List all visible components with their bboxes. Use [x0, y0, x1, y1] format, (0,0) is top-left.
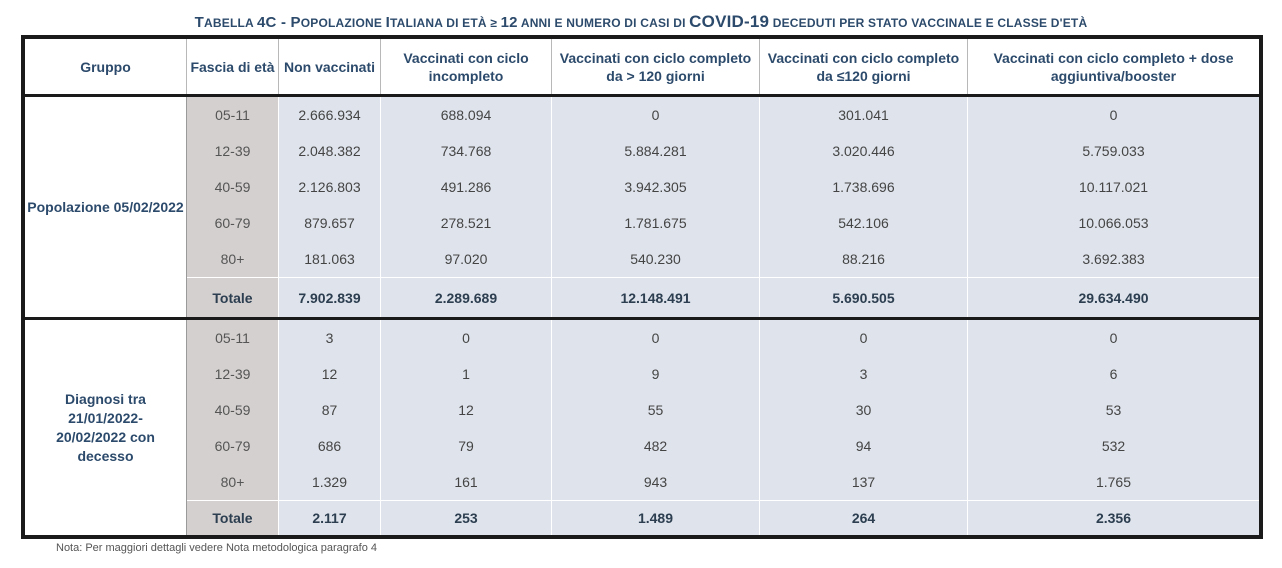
value-cell: 94 — [760, 428, 968, 464]
value-cell: 30 — [760, 392, 968, 428]
value-cell: 542.106 — [760, 205, 968, 241]
total-cell: 7.902.839 — [279, 277, 381, 317]
value-cell: 79 — [381, 428, 552, 464]
data-table — [21, 35, 1263, 539]
value-cell: 278.521 — [381, 205, 552, 241]
value-cell: 2.048.382 — [279, 133, 381, 169]
total-label: Totale — [187, 500, 279, 535]
value-cell: 6 — [968, 356, 1259, 392]
header-completo-le120: Vaccinati con ciclo completo da ≤120 giorni — [760, 39, 968, 94]
value-cell: 2.126.803 — [279, 169, 381, 205]
value-cell: 0 — [968, 320, 1259, 356]
value-cell: 97.020 — [381, 241, 552, 277]
header-non-vaccinati: Non vaccinati — [279, 39, 381, 94]
age-cell: 80+ — [187, 464, 279, 500]
total-cell: 2.289.689 — [381, 277, 552, 317]
group-label: Popolazione 05/02/2022 — [25, 97, 187, 317]
value-cell: 5.759.033 — [968, 133, 1259, 169]
value-cell: 0 — [552, 97, 760, 133]
age-cell: 60-79 — [187, 205, 279, 241]
header-fascia: Fascia di età — [187, 39, 279, 94]
group-label: Diagnosi tra 21/01/2022-20/02/2022 con decesso — [25, 320, 187, 535]
value-cell: 181.063 — [279, 241, 381, 277]
total-cell: 12.148.491 — [552, 277, 760, 317]
footnote: Nota: Per maggiori dettagli vedere Nota metodologica paragrafo 4 — [56, 542, 378, 554]
value-cell: 482 — [552, 428, 760, 464]
age-cell: 05-11 — [187, 97, 279, 133]
age-cell: 05-11 — [187, 320, 279, 356]
age-cell: 40-59 — [187, 169, 279, 205]
value-cell: 688.094 — [381, 97, 552, 133]
value-cell: 540.230 — [552, 241, 760, 277]
value-cell: 686 — [279, 428, 381, 464]
value-cell: 87 — [279, 392, 381, 428]
value-cell: 879.657 — [279, 205, 381, 241]
value-cell: 734.768 — [381, 133, 552, 169]
header-gruppo: Gruppo — [25, 39, 187, 94]
value-cell: 53 — [968, 392, 1259, 428]
value-cell: 532 — [968, 428, 1259, 464]
total-cell: 264 — [760, 500, 968, 535]
value-cell: 3.020.446 — [760, 133, 968, 169]
value-cell: 0 — [381, 320, 552, 356]
age-cell: 12-39 — [187, 133, 279, 169]
value-cell: 10.117.021 — [968, 169, 1259, 205]
value-cell: 491.286 — [381, 169, 552, 205]
value-cell: 5.884.281 — [552, 133, 760, 169]
header-incompleto: Vaccinati con ciclo incompleto — [381, 39, 552, 94]
total-cell: 1.489 — [552, 500, 760, 535]
total-cell: 2.356 — [968, 500, 1259, 535]
value-cell: 301.041 — [760, 97, 968, 133]
age-cell: 12-39 — [187, 356, 279, 392]
value-cell: 1.765 — [968, 464, 1259, 500]
total-label: Totale — [187, 277, 279, 317]
value-cell: 3 — [760, 356, 968, 392]
total-cell: 29.634.490 — [968, 277, 1259, 317]
value-cell: 0 — [760, 320, 968, 356]
value-cell: 1.329 — [279, 464, 381, 500]
age-cell: 80+ — [187, 241, 279, 277]
value-cell: 3.692.383 — [968, 241, 1259, 277]
header-booster: Vaccinati con ciclo completo + dose aggiuntiva/booster — [968, 39, 1259, 94]
value-cell: 1.738.696 — [760, 169, 968, 205]
value-cell: 943 — [552, 464, 760, 500]
table-title: TABELLA 4C - POPOLAZIONE ITALIANA DI ETÀ ≥ 12 ANNI E NUMERO DI CASI DI COVID-19 DECEDUTI PER STATO VACCINALE E CLASSE D'ETÀ — [194, 12, 1088, 31]
age-cell: 60-79 — [187, 428, 279, 464]
value-cell: 137 — [760, 464, 968, 500]
value-cell: 12 — [279, 356, 381, 392]
age-cell: 40-59 — [187, 392, 279, 428]
value-cell: 1 — [381, 356, 552, 392]
total-cell: 5.690.505 — [760, 277, 968, 317]
value-cell: 3 — [279, 320, 381, 356]
value-cell: 2.666.934 — [279, 97, 381, 133]
total-cell: 253 — [381, 500, 552, 535]
value-cell: 55 — [552, 392, 760, 428]
value-cell: 10.066.053 — [968, 205, 1259, 241]
value-cell: 9 — [552, 356, 760, 392]
value-cell: 0 — [968, 97, 1259, 133]
total-cell: 2.117 — [279, 500, 381, 535]
header-completo-gt120: Vaccinati con ciclo completo da > 120 giorni — [552, 39, 760, 94]
value-cell: 0 — [552, 320, 760, 356]
value-cell: 161 — [381, 464, 552, 500]
value-cell: 1.781.675 — [552, 205, 760, 241]
value-cell: 88.216 — [760, 241, 968, 277]
value-cell: 3.942.305 — [552, 169, 760, 205]
value-cell: 12 — [381, 392, 552, 428]
